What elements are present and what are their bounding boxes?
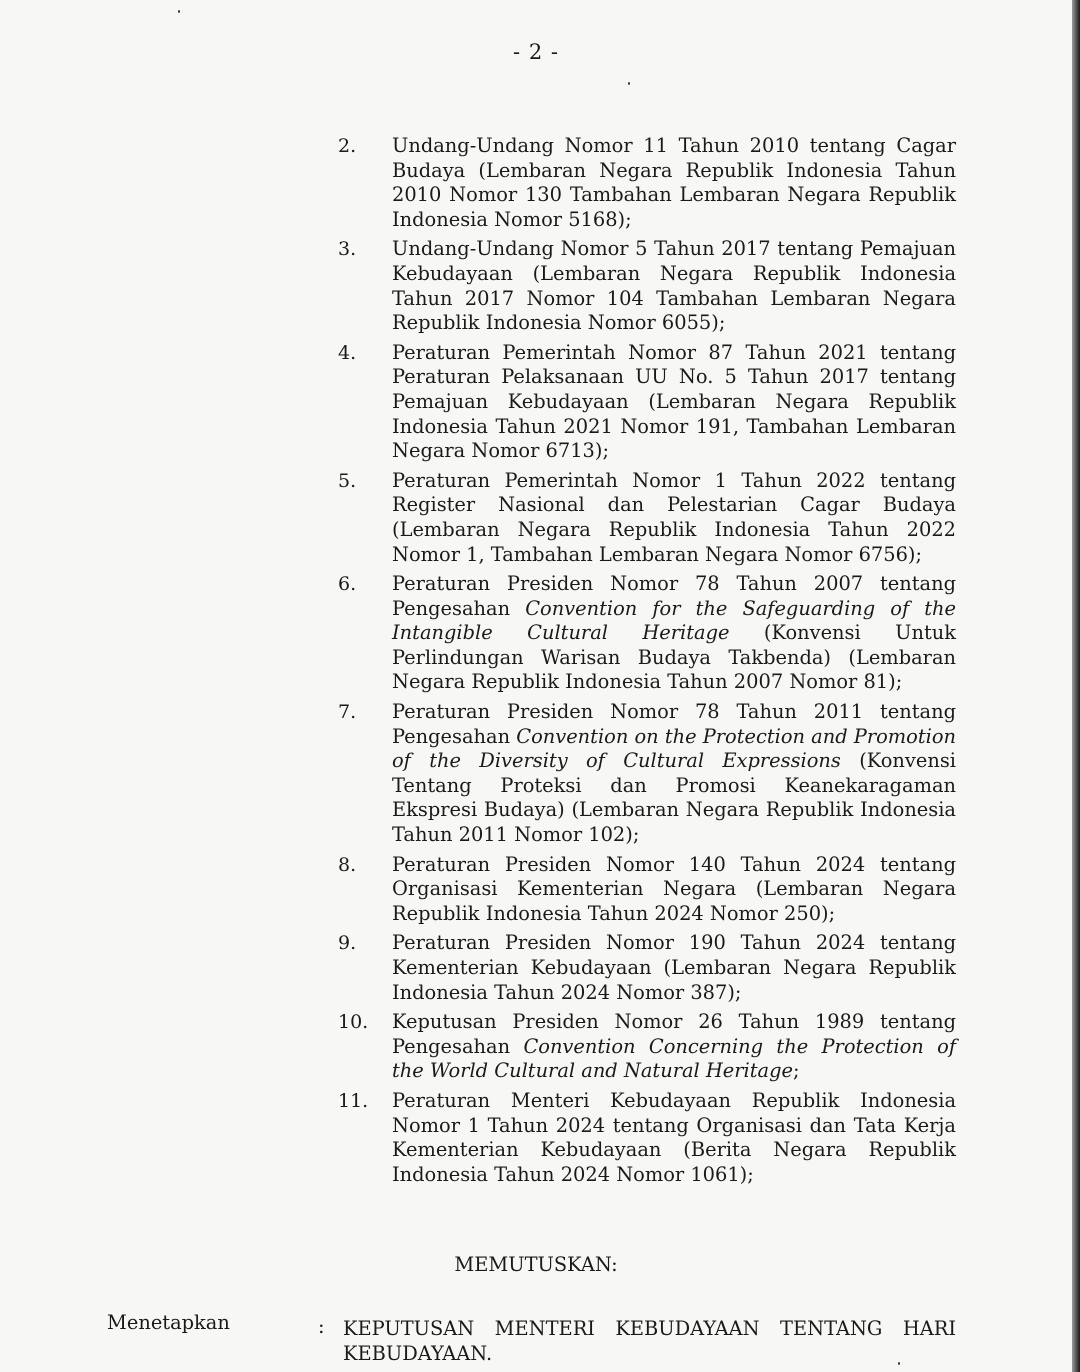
list-item-text (392, 1010, 956, 1084)
text-run: Peraturan Presiden Nomor 78 Tahun 2007 tentang Pengesahan (392, 572, 956, 620)
list-item-number: 5. (338, 469, 357, 492)
list-item-text (392, 700, 956, 848)
list-item-text (392, 341, 956, 464)
list-item (338, 341, 956, 464)
text-run: Peraturan Pemerintah Nomor 1 Tahun 2022 tentang Register Nasional dan Pelestarian Cagar Budaya (Lembaran Negara Republik Indonesia Tahun 2022 Nomor 1, Tambahan Lembaran Negara Nomor 6756); (392, 468, 956, 566)
list-item-text (392, 469, 956, 567)
list-item-number: 6. (338, 573, 357, 596)
list-item (338, 134, 956, 232)
list-item-number: 4. (338, 341, 357, 364)
menetapkan-label: Menetapkan (107, 1311, 230, 1334)
list-item-text (392, 134, 956, 232)
text-run: Undang-Undang Nomor 11 Tahun 2010 tentang Cagar Budaya (Lembaran Negara Republik Indonesia Tahun 2010 Nomor 130 Tambahan Lembaran Negara Republik Indonesia Nomor 5168); (392, 134, 956, 231)
text-run: (Konvensi Tentang Proteksi dan Promosi Keanekaragaman Ekspresi Budaya) (Lembaran Negara Republik Indonesia Tahun 2011 Nomor 102); (392, 749, 956, 847)
menetapkan-colon: : (318, 1315, 325, 1338)
list-item-number: 11. (338, 1089, 369, 1112)
list-item-number: 10. (338, 1011, 369, 1034)
text-run: (Konvensi Untuk Perlindungan Warisan Budaya Takbenda) (Lembaran Negara Republik Indonesia Tahun 2007 Nomor 81); (392, 621, 956, 694)
scan-speck (628, 82, 630, 85)
list-item-text (392, 853, 956, 927)
list-item (338, 469, 956, 567)
list-item (338, 1010, 956, 1084)
list-item-number: 8. (338, 853, 357, 876)
list-item-text (392, 931, 956, 1005)
text-run: Undang-Undang Nomor 5 Tahun 2017 tentang Pemajuan Kebudayaan (Lembaran Negara Republik Indonesia Tahun 2017 Nomor 104 Tambahan Lembaran Negara Republik Indonesia Nomor 6055); (392, 237, 956, 335)
text-run: Peraturan Presiden Nomor 190 Tahun 2024 tentang Kementerian Kebudayaan (Lembaran Negara Republik Indonesia Tahun 2024 Nomor 387); (392, 931, 956, 1004)
page-edge-shadow (1072, 0, 1080, 1372)
text-run: Peraturan Menteri Kebudayaan Republik Indonesia Nomor 1 Tahun 2024 tentang Organisasi dan Tata Kerja Kementerian Kebudayaan (Berita Negara Republik Indonesia Tahun 2024 Nomor 1061); (392, 1088, 956, 1186)
list-item (338, 237, 956, 335)
italic-title: Convention Concerning the Protection of the World Cultural and Natural Heritage (392, 1034, 956, 1083)
page-number: - 2 - (513, 40, 559, 64)
text-run: Peraturan Presiden Nomor 140 Tahun 2024 tentang Organisasi Kementerian Negara (Lembaran Negara Republik Indonesia Tahun 2024 Nomor 250); (392, 852, 956, 925)
list-item (338, 700, 956, 848)
text-run: Peraturan Pemerintah Nomor 87 Tahun 2021 tentang Peraturan Pelaksanaan UU No. 5 Tahun 2017 tentang Pemajuan Kebudayaan (Lembaran Negara Republik Indonesia Tahun 2021 Nomor 191, Tambahan Lembaran Negara Nomor 6713); (392, 340, 956, 463)
list-item-number: 3. (338, 238, 357, 261)
list-item-text (392, 572, 956, 695)
list-item-number: 2. (338, 135, 357, 157)
scan-speck (178, 10, 180, 13)
list-item (338, 1089, 956, 1187)
list-item (338, 931, 956, 1005)
list-item-text (392, 237, 956, 335)
list-item-text (392, 1089, 956, 1187)
italic-title: Convention for the Safeguarding of the Intangible Cultural Heritage (392, 596, 956, 645)
italic-title: Convention on the Protection and Promotion of the Diversity of Cultural Expressions (392, 724, 957, 773)
list-item (338, 572, 956, 695)
text-run: Keputusan Presiden Nomor 26 Tahun 1989 tentang Pengesahan (392, 1010, 956, 1058)
list-item-number: 9. (338, 932, 357, 955)
list-item-number: 7. (338, 701, 357, 724)
list-item (338, 853, 956, 927)
menetapkan-text: KEPUTUSAN MENTERI KEBUDAYAAN TENTANG HARI KEBUDAYAAN. (343, 1317, 956, 1365)
text-run: ; (792, 1059, 800, 1083)
legal-basis-list (338, 134, 956, 1192)
text-run: Peraturan Presiden Nomor 78 Tahun 2011 tentang Pengesahan (392, 700, 956, 748)
decision-heading: MEMUTUSKAN: (454, 1253, 618, 1276)
